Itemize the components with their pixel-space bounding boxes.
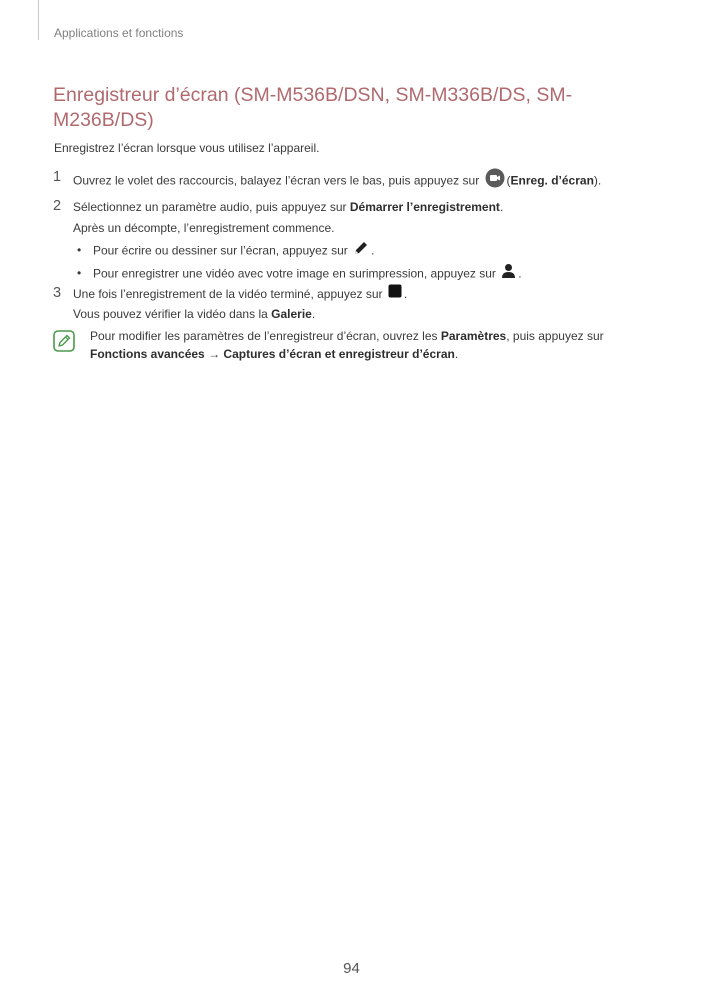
note-bold-captures: Captures d’écran et enregistreur d’écran bbox=[223, 347, 455, 361]
step-bold: Enreg. d’écran bbox=[510, 173, 594, 188]
step-text-end: ). bbox=[593, 173, 602, 188]
pencil-icon bbox=[353, 240, 369, 263]
page-title: Enregistreur d’écran (SM-M536B/DSN, SM-M336B/DS, SM-M236B/DS) bbox=[53, 84, 573, 131]
step-text: Sélectionnez un paramètre audio, puis appuyez sur bbox=[73, 200, 347, 214]
step-line-2: Après un décompte, l’enregistrement commence. bbox=[73, 221, 335, 235]
step-line-2: Vous pouvez vérifier la vidéo dans la bbox=[73, 307, 268, 322]
step-bold: Démarrer l’enregistrement bbox=[349, 200, 500, 214]
stop-icon bbox=[388, 284, 402, 305]
step-number: 3 bbox=[53, 285, 62, 301]
note-bold-fonctions: Fonctions avancées bbox=[90, 347, 205, 361]
bullet-text: Pour enregistrer une vidéo avec votre image en surimpression, appuyez sur bbox=[93, 266, 496, 281]
step-3: 3 Une fois l’enregistrement de la vidéo terminé, appuyez sur . Vous pouvez vérifier la vidéo dans la Galerie. bbox=[53, 285, 408, 322]
step-text: Ouvrez le volet des raccourcis, balayez l’écran vers le bas, puis appuyez sur bbox=[73, 173, 480, 188]
page-number: 94 bbox=[343, 960, 360, 977]
step-bold: Galerie bbox=[271, 307, 312, 322]
step-number: 1 bbox=[53, 169, 62, 185]
paren: ( bbox=[506, 173, 511, 188]
screen-recorder-icon bbox=[485, 168, 505, 195]
step-number: 2 bbox=[53, 198, 62, 214]
margin-rule bbox=[38, 0, 39, 40]
note-text: Pour modifier les paramètres de l’enregistreur d’écran, ouvrez les bbox=[90, 329, 438, 343]
step-1 bbox=[53, 168, 673, 195]
person-icon bbox=[501, 263, 516, 286]
note-block: Pour modifier les paramètres de l’enregistreur d’écran, ouvrez les Paramètres, puis appuyez sur Fonctions avancées → Captures d’écran et enregistreur d’écran. bbox=[53, 327, 653, 363]
note-bold-parametres: Paramètres bbox=[440, 329, 507, 343]
arrow-icon: → bbox=[208, 347, 221, 361]
running-header: Applications et fonctions bbox=[54, 26, 184, 40]
bullet-item: • Pour enregistrer une vidéo avec votre image en surimpression, appuyez sur . bbox=[73, 263, 673, 286]
bullet-item: • Pour écrire ou dessiner sur l’écran, appuyez sur . bbox=[73, 240, 673, 263]
step-text: Une fois l’enregistrement de la vidéo terminé, appuyez sur bbox=[73, 287, 383, 301]
note-pencil-icon bbox=[53, 330, 75, 352]
step-2 bbox=[53, 197, 673, 286]
intro-text: Enregistrez l’écran lorsque vous utilisez l’appareil. bbox=[54, 141, 320, 155]
step-text-end: . bbox=[499, 200, 504, 214]
bullet-text: Pour écrire ou dessiner sur l’écran, appuyez sur bbox=[93, 243, 348, 258]
